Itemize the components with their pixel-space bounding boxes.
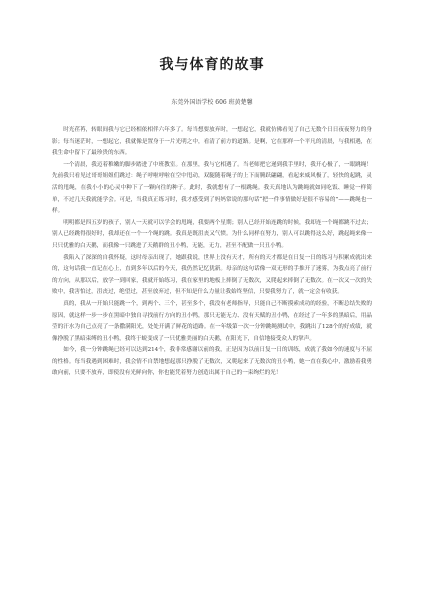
- paragraph-4: 我陷入了深深的自我怀疑，这时母亲出现了，她跟我说，世界上没有天才，所有的天才都是在日复一日的练习与积累成就出来的，这句话我一直记在心上，直到多年以后的今天，我仍然记忆犹新。母亲的这句话像一双无形的手推开了迷雾，为我点亮了前行的方向，从那以后，放学一到回家，我就开始练习，我在家里的地板上摔倒了无数次，又爬起来摔倒了无数次。在一次又一次的失败中，我害怕过，沮丧过，绝望过，甚至放弃过，但不知是什么力量让我始终坚信，只要我努力了，就一定会有收获。: [52, 254, 372, 296]
- author-byline: 东莞外国语学校 606 班黄楚馨: [171, 99, 253, 106]
- essay-body: [52, 125, 372, 380]
- paragraph-6: 如今，我一分钟跳绳已经可以达到214个，我非常感谢以前的我，正是因为以前日复一日的训练，成就了我如今的速度与不屈的性格。每当我遇到困难时，我会情不自禁地想起那只挣脱了无数次，又爬起来了无数次的丑小鸭，她一直在我心中，激励着我勇敢向前，只要不放弃，即使没有光鲜向你，你也能凭着努力创造出属于自己的一束绚烂的光！: [52, 347, 372, 377]
- paragraph-5: 真的，我从一开始只能跳一个，到两个、三个，甚至多个，我没有老师指导，只能自己不断摸索成功的经验，不断总结失败的原因，就这样一步一步在黑暗中独自寻找前行方向的丑小鸭，那只无能无力、没有天赋的丑小鸭，在经过了一年多的黑暗后，用晶莹的汗水为自己点亮了一条撒满阳光，处处开满了鲜花的道路。在一年级第一次一分钟跳绳测试中，我跳出了128个的好成绩，就像挣脱了黑暗束缚的丑小鸭，我终于蜕变成了一只优雅美丽的白天鹅，在阳光下，自信地接受众人的掌声。: [52, 300, 372, 342]
- paragraph-1: 时光荏苒，转眼间我与它已经相依相伴六年多了。每当想要放弃时，一想起它，我就仿佛看见了自己无数个日日夜夜努力的身影；每当迷茫时，一想起它，我就像是置身于一片光明之中，看清了前方的道路。是啊，它在那样一个平凡的清晨，与我相遇，在我生命中留下了最珍贵的东西。: [52, 127, 372, 157]
- document-title: 我与体育的故事: [159, 57, 265, 73]
- paragraph-2: 一个清晨，我迈着稚嫩的脚步踏进了中班教室。在那里，我与它相遇了。当老师把它递到我手里时，我开心极了，一眼跳绳！先前我只看见过哥哥姐姐们跳过：绳子呼啦呼啦在空中甩动，双腿随着绳子的上下而腾跃翩翩，看起来威风极了，轻快的起跳，灵活的甩绳，在我小小的心灵中种下了一颗向往的种子。此时，我就想有了一根跳绳。我天真地认为跳绳就如同吃饭、睡觉一样简单，不过几天我就能学会。可是，当我真正练习时，我才感受到了妈妈常说的那句话“把一件事情做好是很不容易的”——跳绳也一样。: [52, 161, 372, 215]
- paragraph-3: 明明都是四五岁的孩子，别人一天就可以学会的甩绳，我要两个星期；别人已经开始连跳的时候，我却连一个绳都跳不过去；别人已经跳得很好时，我却还在一个一个绳的跳。我真是既沮丧又气愤。为什么同样在努力，别人可以跳得这么好，跳起绳来像一只只优雅的白天鹅，而我像一只跳进了天鹅群的丑小鸭，无能，无力，甚至不配做一只丑小鸭。: [52, 219, 372, 249]
